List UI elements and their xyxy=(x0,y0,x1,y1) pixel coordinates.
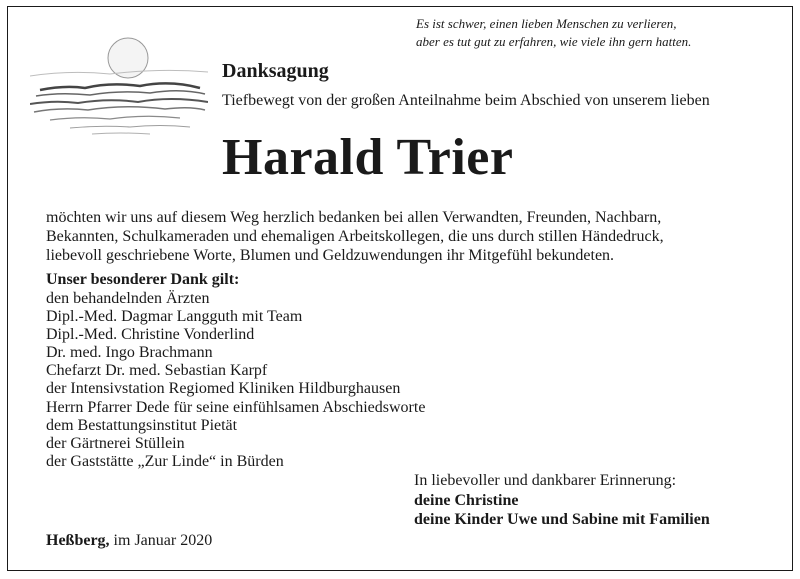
paragraph-line-3: liebevoll geschriebene Worte, Blumen und Geldzuwendungen ihr Mitgefühl bekundeten. xyxy=(46,247,615,264)
list-item: der Gärtnerei Stüllein xyxy=(46,434,185,452)
list-item: der Intensivstation Regiomed Kliniken Hildburghausen xyxy=(46,380,401,398)
closing-text: In liebevoller und dankbarer Erinnerung: xyxy=(414,472,677,489)
deceased-name: Harald Trier xyxy=(222,129,514,186)
signature-line-1: deine Christine xyxy=(414,492,519,509)
list-item: Dipl.-Med. Christine Vonderlind xyxy=(46,326,255,344)
epigraph-quote xyxy=(416,15,756,51)
paragraph-line-2: Bekannten, Schulkameraden und ehemaligen Arbeitskollegen, die uns durch stillen Händedruck, xyxy=(46,228,664,245)
list-item: dem Bestattungsinstitut Pietät xyxy=(46,416,238,434)
intro-text: Tiefbewegt von der großen Anteilnahme beim Abschied von unserem lieben xyxy=(222,92,710,109)
epigraph-line-1: Es ist schwer, einen lieben Menschen zu verlieren, xyxy=(416,16,677,31)
epigraph-line-2: aber es tut gut zu erfahren, wie viele ihn gern hatten. xyxy=(416,34,692,49)
date-text: im Januar 2020 xyxy=(109,532,213,549)
notice-heading: Danksagung xyxy=(222,60,329,82)
list-item: Dr. med. Ingo Brachmann xyxy=(46,344,213,362)
place-name: Heßberg, xyxy=(46,532,110,549)
place-date xyxy=(46,532,212,550)
list-item: Dipl.-Med. Dagmar Langguth mit Team xyxy=(46,308,303,326)
thanks-paragraph xyxy=(46,208,766,265)
list-item: Herrn Pfarrer Dede für seine einfühlsamen Abschiedsworte xyxy=(46,398,426,416)
list-item: Chefarzt Dr. med. Sebastian Karpf xyxy=(46,362,268,380)
paragraph-line-1: möchten wir uns auf diesem Weg herzlich bedanken bei allen Verwandten, Freunden, Nachbarn, xyxy=(46,209,662,226)
list-item: den behandelnden Ärzten xyxy=(46,290,210,307)
signature-line-2: deine Kinder Uwe und Sabine mit Familien xyxy=(414,511,710,528)
list-item: der Gaststätte „Zur Linde“ in Bürden xyxy=(46,452,284,470)
sun-over-sea-landscape-icon xyxy=(30,30,208,138)
special-thanks-heading: Unser besonderer Dank gilt: xyxy=(46,271,240,288)
special-thanks-list xyxy=(46,290,425,471)
